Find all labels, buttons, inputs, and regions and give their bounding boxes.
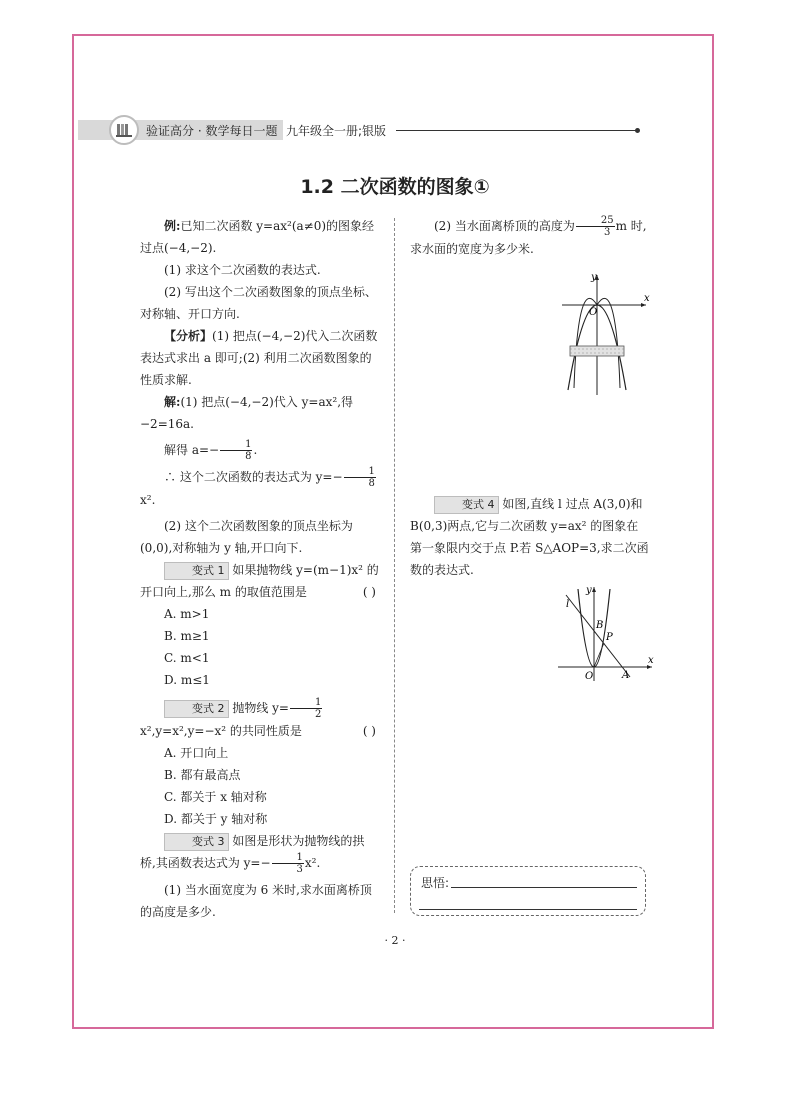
right-column	[410, 215, 650, 260]
header-grade: 九年级全一册;银版	[286, 124, 387, 138]
variant-3	[140, 830, 380, 875]
variant-2-tag: 变式 2	[164, 700, 229, 718]
variant-3-q2-pre: (2) 当水面离桥顶的高度为	[434, 219, 575, 233]
solution-text: (1) 把点(−4,−2)代入 y=ax²,得 −2=16a.	[140, 395, 354, 431]
point-p-label: P	[606, 632, 613, 643]
option-c: C. 都关于 x 轴对称	[164, 790, 267, 804]
option-a: A. m>1	[164, 607, 210, 621]
point-b-label: B	[596, 620, 604, 631]
solution-label: 解:	[164, 395, 181, 409]
solve-a-tail: .	[253, 443, 258, 457]
origin-label: O	[589, 307, 598, 318]
question-1: (1) 求这个二次函数的表达式.	[164, 263, 321, 277]
solve-a-pre: 解得 a=−	[164, 443, 220, 457]
fraction-denominator: 3	[604, 227, 611, 238]
option-d: D. m≤1	[164, 673, 210, 687]
variant-2-pre: 抛物线 y=	[232, 701, 289, 715]
header-series: 验证高分 · 数学每日一题	[146, 124, 278, 138]
header-band	[78, 120, 638, 140]
arch-bridge-figure	[560, 270, 652, 398]
answer-blank: ( )	[362, 724, 376, 738]
reflection-box[interactable]	[410, 866, 646, 916]
option-d: D. 都关于 y 轴对称	[164, 812, 268, 826]
fraction-denominator: 8	[368, 478, 375, 489]
example-paragraph	[140, 215, 380, 259]
fraction	[220, 439, 252, 462]
origin-label: O	[585, 671, 594, 682]
fraction-numerator: 1	[344, 466, 376, 478]
reflection-line	[419, 909, 637, 910]
fraction-denominator: 3	[296, 864, 303, 875]
column-divider	[394, 218, 395, 913]
analysis-paragraph	[140, 325, 380, 391]
variant-4-tag: 变式 4	[434, 496, 499, 514]
fraction-numerator: 1	[290, 697, 322, 709]
fraction-denominator: 2	[314, 709, 322, 720]
fraction	[290, 697, 322, 720]
fraction-numerator: 25	[576, 215, 615, 227]
option-c: C. m<1	[164, 651, 210, 665]
option-b: B. 都有最高点	[164, 768, 241, 782]
header-rule-dot	[635, 128, 640, 133]
variant-3-post: x².	[304, 856, 321, 870]
answer-blank: ( )	[362, 585, 376, 599]
conclusion-pre: ∴ 这个二次函数的表达式为 y=−	[164, 470, 343, 484]
y-axis-arrow	[592, 587, 596, 592]
header-rule	[396, 130, 637, 131]
part-2-answer: (2) 这个二次函数图象的顶点坐标为(0,0),对称轴为 y 轴,开口向下.	[140, 519, 353, 555]
variant-2	[140, 697, 380, 742]
fraction	[576, 215, 615, 238]
axis-label-y: y	[586, 585, 592, 596]
variant-3-question-1: (1) 当水面宽度为 6 米时,求水面离桥顶的高度是多少.	[140, 883, 372, 919]
conclusion	[140, 466, 380, 511]
variant-2-post: x²,y=x²,y=−x² 的共同性质是	[140, 724, 302, 738]
water-band	[570, 346, 624, 356]
variant-4-block	[410, 493, 650, 581]
fraction	[344, 466, 376, 489]
solve-a	[140, 439, 380, 462]
reflection-line	[451, 887, 637, 888]
fraction-denominator: 8	[245, 451, 252, 462]
page-number: · 2 ·	[384, 934, 406, 947]
analysis-text: (1) 把点(−4,−2)代入二次函数表达式求出 a 即可;(2) 利用二次函数图象的性质求解.	[140, 329, 378, 387]
question-2: (2) 写出这个二次函数图象的顶点坐标、对称轴、开口方向.	[140, 285, 377, 321]
section-title: 1.2 二次函数的图象①	[300, 176, 490, 198]
reflection-label: 思悟:	[421, 876, 450, 890]
variant-3-q2-post: m 时,求水面的宽度为多少米.	[410, 219, 647, 256]
books-icon	[109, 115, 139, 145]
example-lead: 例:	[164, 219, 181, 233]
variant-1	[140, 559, 380, 603]
axis-label-y: y	[591, 272, 597, 283]
solution-paragraph	[140, 391, 380, 435]
point-a-label: A	[622, 670, 630, 681]
fraction	[272, 852, 304, 875]
line-l-label: l	[566, 599, 570, 610]
conclusion-post: x².	[140, 493, 156, 507]
segment-op	[594, 643, 604, 667]
option-b: B. m≥1	[164, 629, 210, 643]
option-a: A. 开口向上	[164, 746, 229, 760]
variant-3-question-2	[410, 215, 650, 260]
variant-4-text: 如图,直线 l 过点 A(3,0)和 B(0,3)两点,它与二次函数 y=ax² 的图象在第一象限内交于点 P.若 S△AOP=3,求二次函数的表达式.	[410, 497, 649, 577]
variant-1-tag: 变式 1	[164, 562, 229, 580]
variant-3-tag: 变式 3	[164, 833, 229, 851]
fraction-numerator: 1	[272, 852, 304, 864]
axis-label-x: x	[644, 293, 650, 304]
axis-label-x: x	[648, 655, 654, 666]
left-column	[140, 215, 380, 923]
example-text: 已知二次函数 y=ax²(a≠0)的图象经过点(−4,−2).	[140, 219, 375, 255]
line-l	[566, 595, 630, 677]
analysis-label: 【分析】	[164, 329, 213, 343]
line-parabola-figure	[556, 585, 656, 685]
variant-1-text: 如果抛物线 y=(m−1)x² 的开口向上,那么 m 的取值范围是	[140, 563, 379, 599]
variant-4	[410, 493, 650, 581]
fraction-numerator: 1	[220, 439, 252, 451]
variant-3-text: 如图是形状为抛物线的拱桥,其函数表达式为 y=−	[140, 834, 365, 870]
